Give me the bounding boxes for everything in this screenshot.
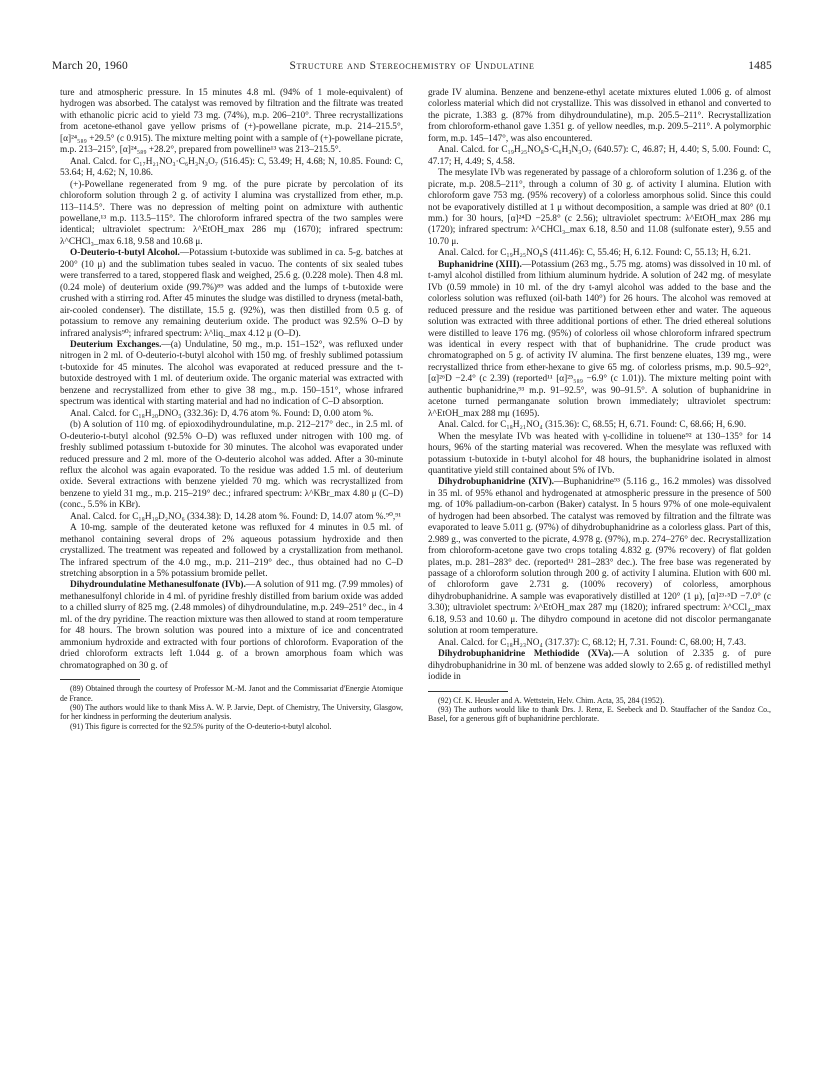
body-paragraph: When the mesylate IVb was heated with γ-collidine in toluene⁹² at 130–135° for 14 hours, 96% of the starting material was recovered. When the mesylate was refluxed with potassium t-butoxide in t-butyl alcohol for 48 hours, the buphanidrine isolated in almost quantitative yield still contained about 5% of IVb. (428, 431, 771, 476)
left-column (60, 88, 403, 1048)
footnote-89: (89) Obtained through the courtesy of Professor M.-M. Janot and the Commissariat d'Energie Atomique de France. (60, 684, 403, 703)
footnote-90: (90) The authors would like to thank Miss A. W. P. Jarvie, Dept. of Chemistry, The University, Glasgow, for her kindness in performing the deuterium analysis. (60, 702, 403, 722)
analysis-paragraph: Anal. Calcd. for C₁₈H₁₈D₂NO₆ (334.38): D, 14.28 atom %. Found: D, 14.07 atom %.⁹⁰,⁹¹ (70, 511, 402, 522)
analysis-paragraph: Anal. Calcd. for C₁₉H₂₅NO₈S (411.46): C, 55.46; H, 6.12. Found: C, 55.13; H, 6.21. (438, 248, 751, 259)
footnote-92: (92) Cf. K. Heusler and A. Wettstein, Helv. Chim. Acta, 35, 284 (1952). (438, 695, 665, 705)
section-heading: O-Deuterio-t-butyl Alcohol. (70, 248, 180, 259)
running-head-title: Structure and Stereochemistry of Undulatine (289, 60, 535, 72)
footnote-rule (60, 679, 140, 680)
page-number: 1485 (748, 60, 772, 72)
section-text: —Potassium (263 mg., 5.75 mg. atoms) was dissolved in 10 ml. of t-amyl alcohol distilled from lithium aluminum hydride. A solution of 242 mg. of mesylate IVb (0.59 mmole) in 10 ml. of the dry t-amyl alcohol was added to the base and the colorless solution was refluxed (oil-bath 140°) for 26 hours. The alcohol was removed at reduced pressure and the residue was partitioned between ether and water. The aqueous solution was extracted with three additional portions of ether. The dried ethereal solutions were distilled to leave 176 mg. (95%) of colorless oil whose chloroform infrared spectrum was identical in every respect with that of buphanidrine. The crude product was chromatographed on 5 g. of activity IV alumina. The first benzene eluates, 139 mg., were recrystallized thrice from ether-hexane to give 65 mg. of colorless prisms, m.p. 90.5–92°, [α]²⁶D −2.4° (c 2.39) (reported¹¹ [α]²⁵₅₈₉ −6.9° (c 1.01)). The mixture melting point with authentic buphanidrine,⁹³ m.p. 91–92.5°, was 90–91.5°. A solution of buphanidrine in acetone turned permanganate solution brown immediately; ultraviolet spectrum: λ^EtOH_max 288 mμ (1695). (428, 259, 771, 419)
analysis-paragraph: Anal. Calcd. for C₁₉H₂₅NO₈S·C₆H₃N₃O₇ (640.57): C, 46.87; H, 4.40; S, 5.00. Found: C, 47.17; H, 4.49; S, 4.58. (428, 145, 771, 167)
running-head (52, 60, 772, 76)
body-paragraph: A 10-mg. sample of the deuterated ketone was refluxed for 4 minutes in 0.5 ml. of methanol containing several drops of 2% aqueous potassium hydroxide and then crystallized. The treatment was repeated and followed by a crystallization from methanol. The infrared spectrum of the 4.0 mg., m.p. 211–219° dec., thus obtained had no C–D stretching absorption in a 5% potassium bromide pellet. (60, 523, 403, 580)
section-text: —Buphanidrine⁹³ (5.116 g., 16.2 mmoles) was dissolved in 35 ml. of 95% ethanol and hydrogenated at atmospheric pressure in the presence of 500 mg. of 10% palladium-on-carbon (Baker) catalyst. In 5 hours 97% of one mole-equivalent of hydrogen had been absorbed. The catalyst was removed by filtration and the filtrate was evaporated to leave 5.011 g. (97%) of dihydrobuphanidrine as a colorless glass. Part of this, 2.989 g., was converted to the picrate, 4.978 g. (97%), m.p. 274–276° dec. Recrystallization from chloroform-acetone gave two crops totaling 4.832 g. (97% recovery) of flat golden plates, m.p. 281–283° dec. (reported¹¹ 281–283° dec.). The free base was regenerated by passage of a chloroform solution through 200 g. of activity I alumina. Elution with 600 ml. of chloroform gave 2.731 g. (100% recovery) of colorless, amorphous dihydrobuphanidrine. A sample was evaporatively distilled at 120° (1 μ), [α]²³·⁵D −7.0° (c 3.30); ultraviolet spectrum: λ^EtOH_max 287 mμ (1820); infrared spectrum: λ^CCl₄_max 6.18, 9.53 and 10.60 μ. The dihydro compound in acetone did not discolor permanganate solution at room temperature. (428, 477, 771, 637)
analysis-paragraph: Anal. Calcd. for C₁₈H₂₁NO₄ (315.36): C, 68.55; H, 6.71. Found: C, 68.66; H, 6.90. (438, 420, 747, 431)
section-heading: Dihydrobuphanidrine (XIV). (438, 477, 554, 488)
paragraph-continuation: ture and atmospheric pressure. In 15 minutes 4.8 ml. (94% of 1 mole-equivalent) of hydrogen was absorbed. The catalyst was removed by filtration and the filtrate was treated with ethanolic picric acid to yield 73 mg. (74%), m.p. 206–210°. Three recrystallizations from acetone-ethanol gave yellow prisms of (+)-powellane picrate, m.p. 214–215.5°, [α]²⁴₅₈₉ +29.5° (c 0.915). The mixture melting point with a sample of (+)-powellane picrate, m.p. 213–215°, [α]²⁴₅₈₉ +28.2°, prepared from powelline¹³ was 213–215.5°. (60, 88, 403, 156)
section-text: —A solution of 911 mg. (7.99 mmoles) of methanesulfonyl chloride in 4 ml. of pyridine freshly distilled from barium oxide was added to a chilled slurry of 825 mg. (2.48 mmoles) of dihydroundulatine, m.p. 249–251° dec., in 4 ml. of the dry pyridine. The reaction mixture was then allowed to stand at room temperature for 48 hours. The brown solution was poured into a mixture of ice and concentrated ammonium hydroxide and extracted with four portions of chloroform. Evaporation of the dried chloroform extracts left 1.044 g. of a brown amorphous foam which was chromatographed on 30 g. of (60, 580, 403, 671)
analysis-paragraph: Anal. Calcd. for C₁₇H₂₁NO₃·C₆H₃N₃O₇ (516.45): C, 53.49; H, 4.68; N, 10.85. Found: C, 53.64; H, 4.62; N, 10.86. (60, 156, 403, 179)
analysis-paragraph: Anal. Calcd. for C₁₈H₂₀DNO₅ (332.36): D, 4.76 atom %. Found: D, 0.00 atom %. (70, 408, 374, 419)
section-paragraph-deuterium-exchanges (60, 340, 403, 409)
section-text: —(a) Undulatine, 50 mg., m.p. 151–152°, was refluxed under nitrogen in 2 ml. of O-deuterio-t-butyl alcohol with 150 mg. of freshly sublimed potassium t-butoxide for 45 minutes. The alcohol was evaporated at reduced pressure and the t-butoxide destroyed with 1 ml. of deuterium oxide. The organic material was extracted with benzene and recrystallized from ether to give 38 mg., m.p. 150–151°, whose infrared spectrum was identical with starting material and had no indication of C–D absorption. (60, 339, 403, 408)
section-paragraph-buphanidrine (428, 260, 771, 420)
section-heading: Dihydroundulatine Methanesulfonate (IVb). (70, 580, 246, 591)
section-paragraph-dihydrobuphanidrine-methiodide (428, 649, 771, 683)
footnote-91: (91) This figure is corrected for the 92.5% purity of the O-deuterio-t-butyl alcohol. (70, 721, 332, 731)
section-heading: Buphanidrine (XIII). (438, 259, 522, 270)
section-paragraph-deuterio-butyl-alcohol (60, 248, 403, 340)
section-heading: Dihydrobuphanidrine Methiodide (XVa). (438, 649, 614, 660)
section-paragraph-dihydrobuphanidrine (428, 477, 771, 637)
section-paragraph-dihydroundulatine-methanesulfonate (60, 580, 403, 672)
body-paragraph: (b) A solution of 110 mg. of epioxodihydroundulatine, m.p. 212–217° dec., in 2.5 ml. of O-deuterio-t-butyl alcohol (92.5% O–D) was refluxed under nitrogen with 100 mg. of freshly sublimed potassium t-butoxide for 30 minutes. The alcohol was evaporated under reduced pressure and 2 ml. more of the O-deuterio alcohol was added. After a 30-minute reflux the alcohol was again evaporated. To the residue was added 1.5 ml. of deuterium oxide. Several extractions with benzene yielded 70 mg. which was recrystallized from benzene to yield 31 mg., m.p. 215–219° dec.; infrared spectrum: λ^KBr_max 4.80 μ (C–D) (conc., 5.5% in KBr). (60, 420, 403, 511)
analysis-paragraph: Anal. Calcd. for C₁₈H₂₃NO₄ (317.37): C, 68.12; H, 7.31. Found: C, 68.00; H, 7.43. (438, 637, 747, 648)
section-text: —Potassium t-butoxide was sublimed in ca. 5-g. batches at 200° (10 μ) and the sublimation tubes sealed in vacuo. The contents of six sealed tubes were transferred to a tared, stoppered flask and weighed, 25.6 g. (0.228 mole). Then 4.8 ml. (0.24 mole) of deuterium oxide (99.7%)⁸⁹ was added and the lumps of t-butoxide were crushed with a stirring rod. After 45 minutes the sludge was distilled to dryness (metal-bath, air-cooled condenser). The distillate, 15.5 g. (92%), was then distilled from 0.5 g. of potassium to remove any remaining deuterium oxide. The product was 92.5% O–D by infrared analysis⁹⁰; infrared spectrum: λ^liq._max 4.12 μ (O–D). (60, 248, 403, 339)
footnote-93: (93) The authors would like to thank Drs. J. Renz, E. Seebeck and D. Stauffacher of the Sandoz Co., Basel, for a generous gift of buphanidrine perchlorate. (428, 704, 771, 724)
section-heading: Deuterium Exchanges. (70, 339, 162, 350)
right-column (428, 88, 771, 1048)
body-paragraph: (+)-Powellane regenerated from 9 mg. of the pure picrate by percolation of its chloroform solution through 2 g. of activity I alumina was crystallized from ether, m.p. 113–114.5°. There was no depression of melting point on admixture with authentic powellane,¹³ m.p. 113.5–115°. The chloroform infrared spectra of the two samples were identical; ultraviolet spectrum: λ^EtOH_max 286 mμ (1670); infrared spectrum: λ^CHCl₃_max 6.18, 9.58 and 10.68 μ. (60, 179, 403, 247)
running-head-date: March 20, 1960 (52, 60, 128, 72)
section-text: —A solution of 2.335 g. of pure dihydrobuphanidrine in 30 ml. of benzene was added slowly to 2.65 g. of redistilled methyl iodide in (428, 649, 771, 683)
body-paragraph: The mesylate IVb was regenerated by passage of a chloroform solution of 1.236 g. of the picrate, m.p. 208.5–211°, through a column of 30 g. of activity I alumina. Elution with chloroform gave 753 mg. (95% recovery) of a colorless amorphous solid. Since this could not be evaporatively distilled at 1 μ without decomposition, a sample was dried at 80° (0.1 mm.) for 30 hours, [α]²⁴D −25.8° (c 2.56); ultraviolet spectrum: λ^EtOH_max 286 mμ (1720); infrared spectrum: λ^CHCl₃_max 6.18, 8.50 and 11.08 (sulfonate ester), 9.55 and 10.70 μ. (428, 168, 771, 247)
footnote-rule (428, 691, 508, 692)
paragraph-continuation: grade IV alumina. Benzene and benzene-ethyl acetate mixtures eluted 1.006 g. of almost colorless material which did not crystallize. This was dissolved in ethanol and converted to the picrate, 1.383 g. (87% from dihydroundulatine), m.p. 205.5–211°. Recrystallization from chloroform-ethanol gave 1.351 g. of yellow needles, m.p. 209.5–211°. A polymorphic form, m.p. 145–147°, was also encountered. (428, 88, 771, 144)
